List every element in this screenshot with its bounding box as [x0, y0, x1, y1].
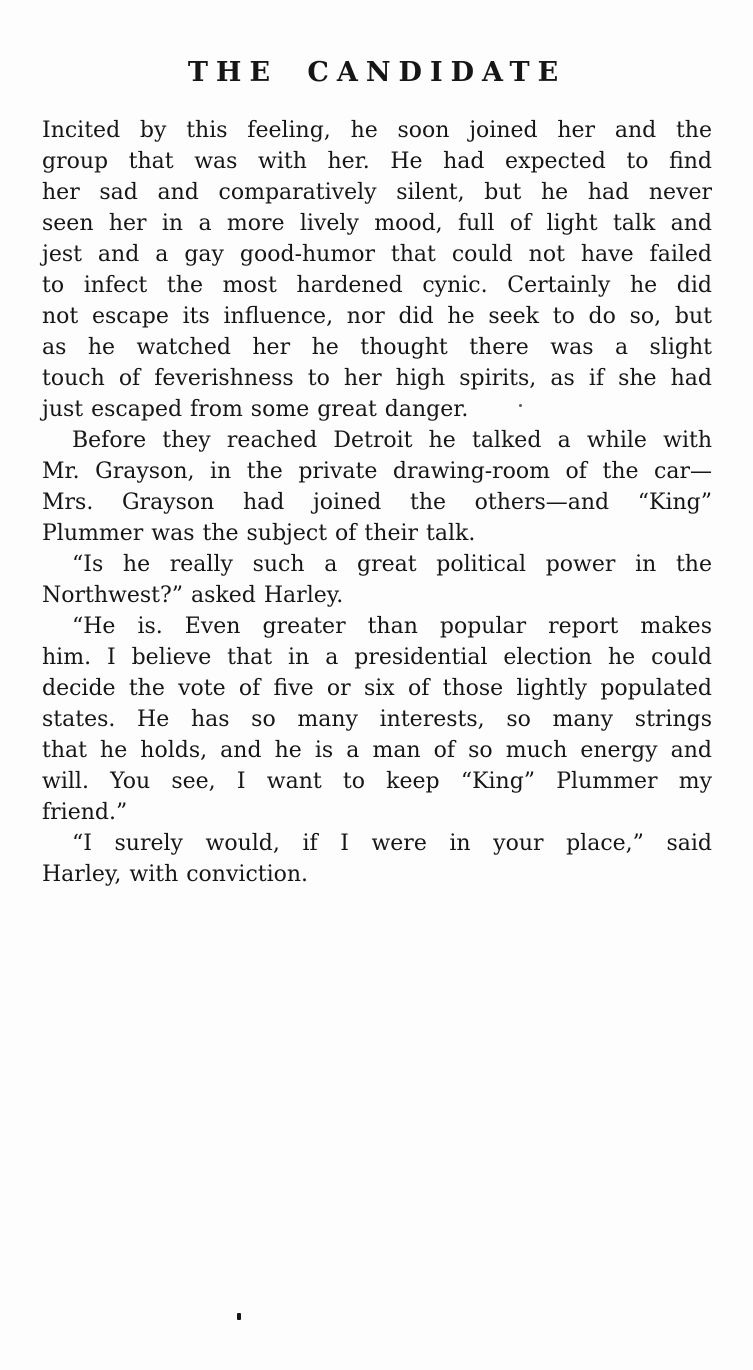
ink-dot-artifact: [519, 404, 522, 407]
text-line: “I surely would, if I were in your place,” said: [72, 831, 712, 856]
text-line: group that was with her. He had expected to find: [42, 149, 712, 174]
paragraph: [42, 425, 712, 549]
text-line: to infect the most hardened cynic. Certainly he did: [42, 273, 712, 298]
text-line: Before they reached Detroit he talked a while with: [72, 428, 712, 453]
text-line: her sad and comparatively silent, but he had never: [42, 180, 712, 205]
text-line: states. He has so many interests, so many strings: [42, 707, 712, 732]
text-line: seen her in a more lively mood, full of light talk and: [42, 211, 712, 236]
paragraph: [42, 611, 712, 828]
text-line: not escape its influence, nor did he seek to do so, but: [42, 304, 712, 329]
page-body: [42, 115, 712, 890]
text-line: decide the vote of five or six of those lightly populated: [42, 676, 712, 701]
ink-speck: [237, 1313, 241, 1320]
text-line: him. I believe that in a presidential election he could: [42, 645, 712, 670]
text-line: Northwest?” asked Harley.: [42, 583, 344, 608]
text-line: friend.”: [42, 800, 128, 825]
text-line: will. You see, I want to keep “King” Plummer my: [42, 769, 712, 794]
text-line: Plummer was the subject of their talk.: [42, 521, 476, 546]
text-line: Incited by this feeling, he soon joined her and the: [42, 118, 712, 143]
paragraph: [42, 828, 712, 890]
text-line: Mrs. Grayson had joined the others—and “King”: [42, 490, 712, 515]
text-line: Harley, with conviction.: [42, 862, 309, 887]
text-line: just escaped from some great danger.: [42, 397, 469, 422]
page-title: THE CANDIDATE: [187, 57, 567, 88]
text-line: jest and a gay good-humor that could not have failed: [42, 242, 712, 267]
paragraph: [42, 549, 712, 611]
text-line: touch of feverishness to her high spirits, as if she had: [42, 366, 712, 391]
text-line: “He is. Even greater than popular report makes: [72, 614, 712, 639]
text-line: “Is he really such a great political power in the: [72, 552, 712, 577]
text-line: that he holds, and he is a man of so much energy and: [42, 738, 712, 763]
text-line: as he watched her he thought there was a slight: [42, 335, 712, 360]
paragraph: [42, 115, 712, 425]
text-line: Mr. Grayson, in the private drawing-room of the car—: [42, 459, 712, 484]
